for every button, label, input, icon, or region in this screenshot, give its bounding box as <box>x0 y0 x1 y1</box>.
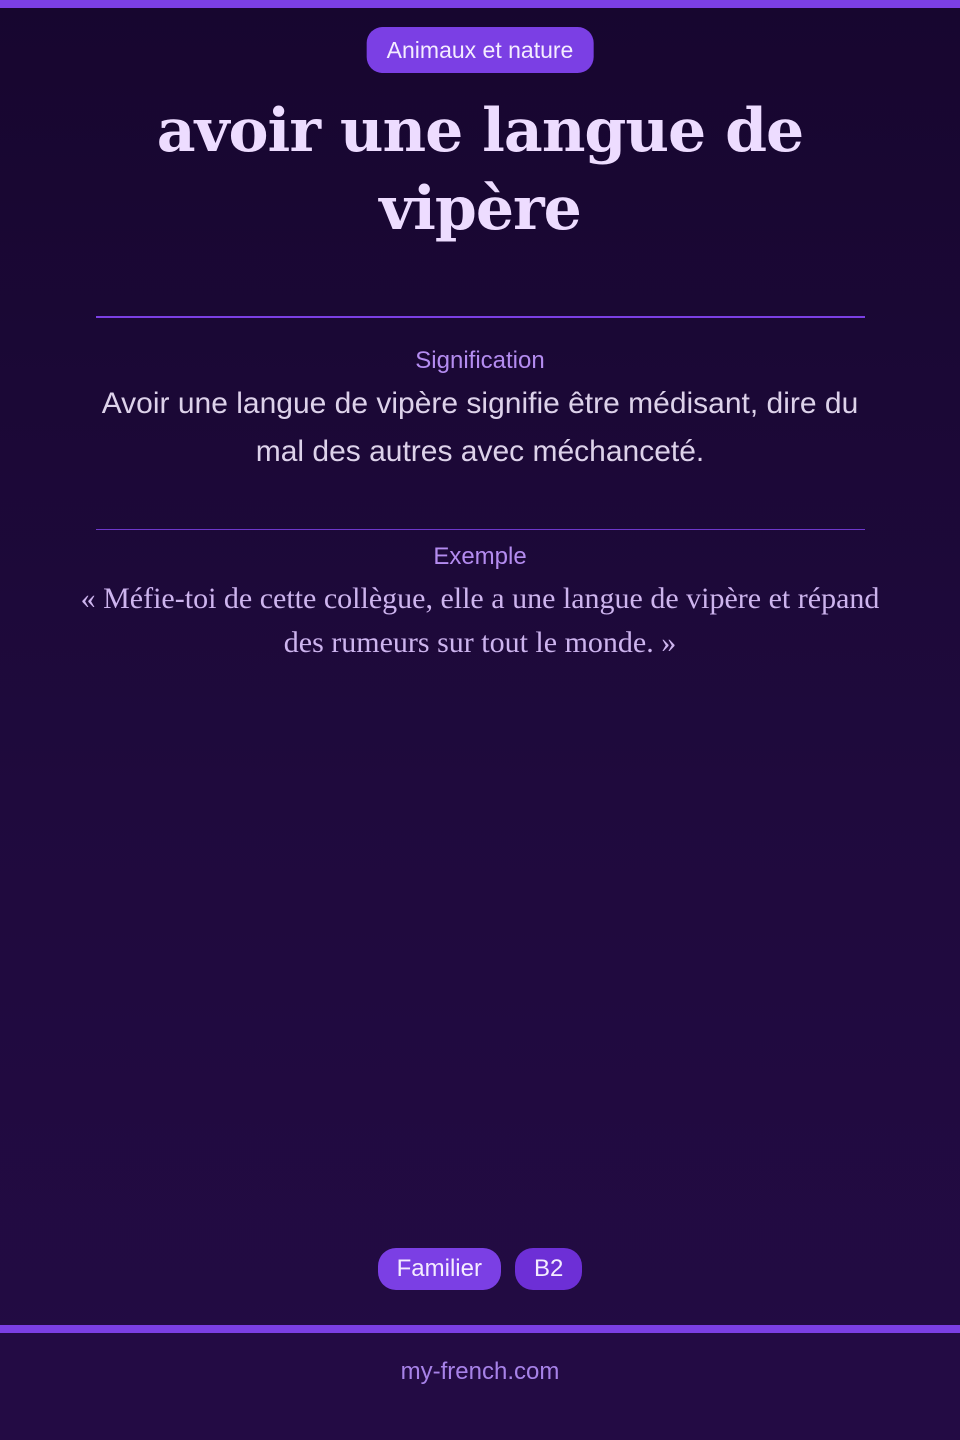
title-divider <box>96 316 865 318</box>
tag-list <box>0 1248 960 1290</box>
section-divider <box>96 529 865 530</box>
meaning-text: Avoir une langue de vipère signifie être médisant, dire du mal des autres avec méchanceté. <box>101 387 859 468</box>
footer <box>0 1333 960 1440</box>
meaning-label: Signification <box>415 347 545 374</box>
top-accent-bar <box>0 0 960 8</box>
footer-site-link[interactable]: my-french.com <box>400 1358 560 1385</box>
bottom-accent-bar <box>0 1325 960 1333</box>
example-label: Exemple <box>433 543 527 570</box>
register-tag: Familier <box>378 1248 501 1290</box>
level-tag: B2 <box>515 1248 582 1290</box>
category-badge: Animaux et nature <box>367 27 594 73</box>
expression-title: avoir une langue de vipère <box>156 96 804 244</box>
example-text: « Méfie-toi de cette collègue, elle a une langue de vipère et répand des rumeurs sur tout le monde. » <box>80 582 880 659</box>
